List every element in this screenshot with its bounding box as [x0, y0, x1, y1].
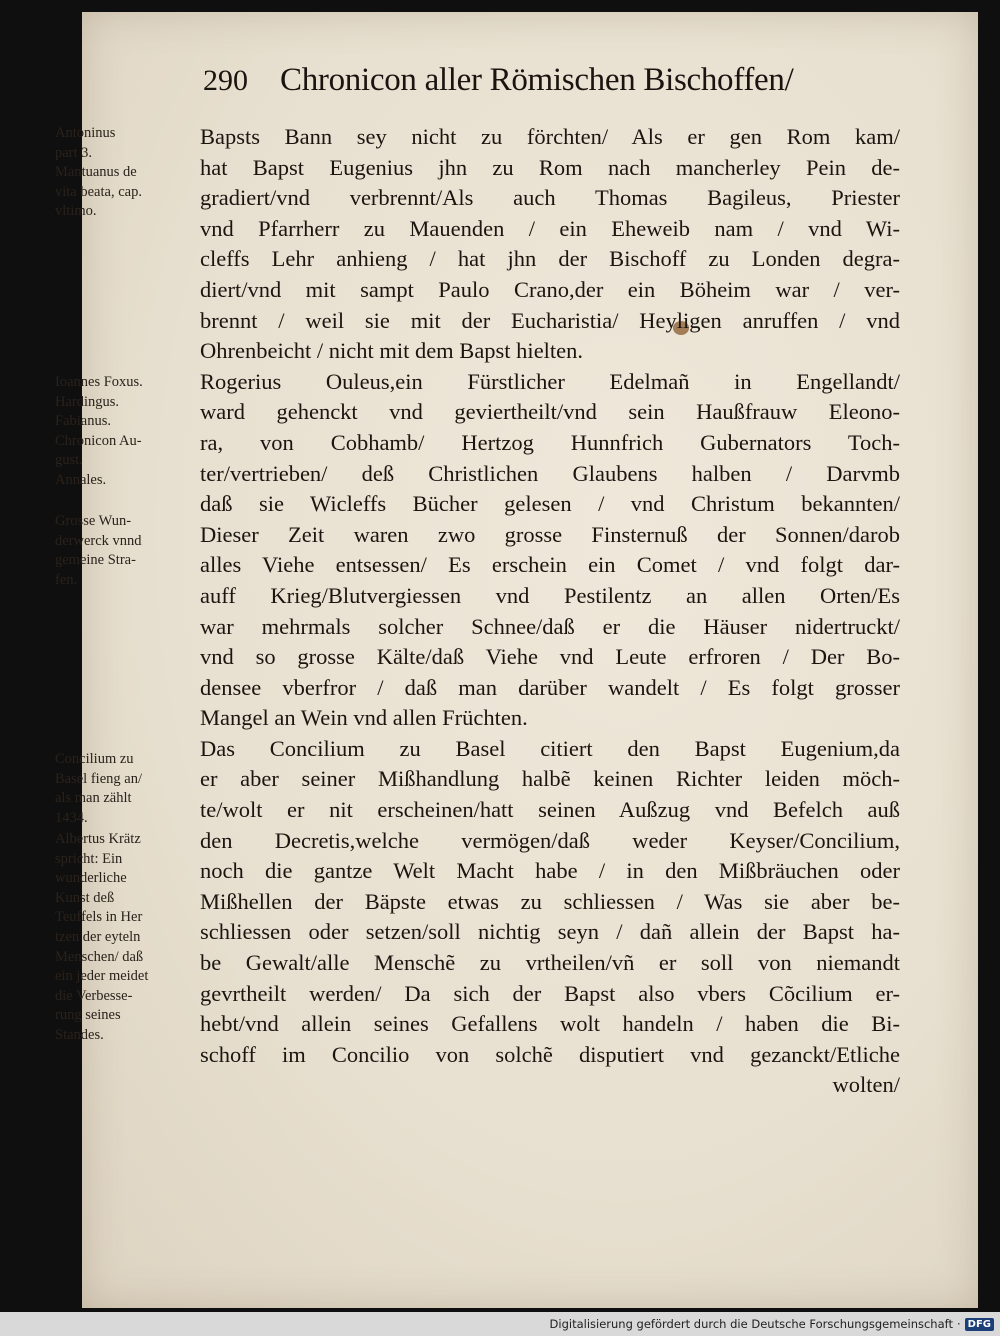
- text-line: auff Krieg/Blutvergiessen vnd Pestilentz an allen Orten/Es: [200, 582, 900, 608]
- note-line: Kunst deß: [55, 889, 115, 906]
- note-line: Albertus Krätz: [55, 831, 141, 847]
- note-line: Teuffels in Her: [55, 909, 143, 926]
- note-line: Fabianus.: [55, 413, 111, 430]
- text-line: ra, von Cobhamb/ Hertzog Hunnfrich Gubernators Toch-: [200, 429, 900, 455]
- dfg-logo-icon: DFG: [965, 1318, 994, 1331]
- note-line: Chronicon Au-: [55, 432, 142, 449]
- note-line: tzen der eyteln: [55, 928, 141, 945]
- text-line: schoff im Concilio von solchẽ disputiert vnd gezanckt/Etliche: [200, 1041, 900, 1067]
- note-line: vita beata, cap.: [55, 183, 142, 200]
- text-line: vnd Pfarrherr zu Mauenden / ein Eheweib nam / vnd Wi-: [200, 215, 900, 241]
- text-line: schliessen oder setzen/soll nichtig seyn / dañ allein der Bapst ha-: [200, 919, 900, 945]
- note-line: Concilium zu: [55, 751, 134, 767]
- text-line: diert/vnd mit sampt Paulo Crano,der ein Böheim war / ver-: [200, 276, 900, 302]
- text-line: Rogerius Ouleus,ein Fürstlicher Edelmañ in Engellandt/: [200, 368, 900, 394]
- note-line: wunderliche: [55, 870, 127, 887]
- footer-credit-bar: [0, 1312, 1000, 1336]
- note-line: part 3.: [55, 144, 93, 161]
- margin-note-concilium: [55, 750, 190, 828]
- main-text-block: [200, 122, 900, 1101]
- text-line: densee vberfror / daß man darüber wandelt / Es folgt grosser: [200, 674, 900, 700]
- note-line: Hardingus.: [55, 393, 120, 410]
- note-line: Mantuanus de: [55, 164, 137, 181]
- running-title: Chronicon aller Römischen Bischoffen/: [280, 62, 794, 98]
- text-line: hat Bapst Eugenius jhn zu Rom nach mancherley Pein de-: [200, 154, 900, 180]
- funding-credit: Digitalisierung gefördert durch die Deutsche Forschungsgemeinschaft: [549, 1317, 953, 1331]
- note-line: spricht: Ein: [55, 850, 123, 867]
- note-line: die Verbesse-: [55, 987, 133, 1004]
- margin-note-albertus: [55, 830, 190, 1046]
- catchword: wolten/: [832, 1072, 900, 1098]
- note-line: Menschen/ daß: [55, 948, 144, 965]
- margin-note-wunderwerck: [55, 512, 190, 590]
- text-line: Ohrenbeicht / nicht mit dem Bapst hielten.: [200, 338, 584, 364]
- text-line: noch die gantze Welt Macht habe / in den Mißbräuchen oder: [200, 858, 900, 884]
- text-line: gevrtheilt werden/ Da sich der Bapst also vbers Cõcilium er-: [200, 980, 900, 1006]
- text-line: alles Viehe entsessen/ Es erschein ein Comet / vnd folgt dar-: [200, 552, 900, 578]
- text-line: Mißhellen der Bäpste etwas zu schliessen / Was sie aber be-: [200, 888, 900, 914]
- note-line: fen.: [55, 571, 78, 588]
- text-line: war mehrmals solcher Schnee/daß er die Häuser nidertruckt/: [200, 613, 900, 639]
- note-line: Grosse Wun-: [55, 513, 132, 529]
- text-line: be Gewalt/alle Menschẽ zu vrtheilen/vñ er soll von niemandt: [200, 950, 900, 976]
- margin-note-foxus: [55, 373, 190, 491]
- text-line: vnd so grosse Kälte/daß Viehe vnd Leute erfroren / Der Bo-: [200, 644, 900, 670]
- note-line: Standes.: [55, 1026, 104, 1043]
- text-line: cleffs Lehr anhieng / hat jhn der Bischoff zu Londen degra-: [200, 246, 900, 272]
- text-line: gradiert/vnd verbrennt/Als auch Thomas Bagileus, Priester: [200, 185, 900, 211]
- text-line: daß sie Wicleffs Bücher gelesen / vnd Christum bekannten/: [200, 491, 900, 517]
- note-line: gemeine Stra-: [55, 552, 136, 569]
- page-number: 290: [203, 64, 248, 97]
- note-line: 1434.: [55, 809, 88, 826]
- separator: ·: [957, 1317, 961, 1331]
- note-line: rung seines: [55, 1007, 121, 1024]
- text-line: Bapsts Bann sey nicht zu förchten/ Als er gen Rom kam/: [200, 124, 900, 149]
- note-line: vltimo.: [55, 203, 97, 220]
- text-line: ward gehenckt vnd geviertheilt/vnd sein Haußfrauw Eleono-: [200, 399, 900, 425]
- text-line: hebt/vnd allein seines Gefallens wolt handeln / haben die Bi-: [200, 1011, 900, 1037]
- note-line: Ioannes Foxus.: [55, 374, 143, 390]
- page-header: [203, 62, 863, 102]
- text-line: ter/vertrieben/ deß Christlichen Glaubens halben / Darvmb: [200, 460, 900, 486]
- text-line: Mangel an Wein vnd allen Früchten.: [200, 705, 528, 731]
- note-line: Basel fieng an/: [55, 770, 142, 787]
- note-line: derwerck vnnd: [55, 532, 142, 549]
- text-line: er aber seiner Mißhandlung halbẽ keinen Richter leiden möch-: [200, 766, 900, 792]
- text-line: brennt / weil sie mit der Eucharistia/ Heyligen anruffen / vnd: [200, 307, 900, 333]
- text-line: te/wolt er nit erscheinen/hatt seinen Außzug vnd Befelch auß: [200, 797, 900, 823]
- note-line: gust.: [55, 452, 83, 469]
- text-line: Das Concilium zu Basel citiert den Bapst Eugenium,da: [200, 735, 900, 761]
- text-line: den Decretis,welche vermögen/daß weder Keyser/Concilium,: [200, 827, 900, 853]
- note-line: Antoninus: [55, 125, 116, 141]
- text-line: Dieser Zeit waren zwo grosse Finsternuß der Sonnen/darob: [200, 521, 900, 547]
- note-line: Annales.: [55, 471, 107, 488]
- note-line: als man zählt: [55, 790, 132, 807]
- note-line: ein jeder meidet: [55, 968, 149, 985]
- margin-note-antoninus: [55, 124, 190, 222]
